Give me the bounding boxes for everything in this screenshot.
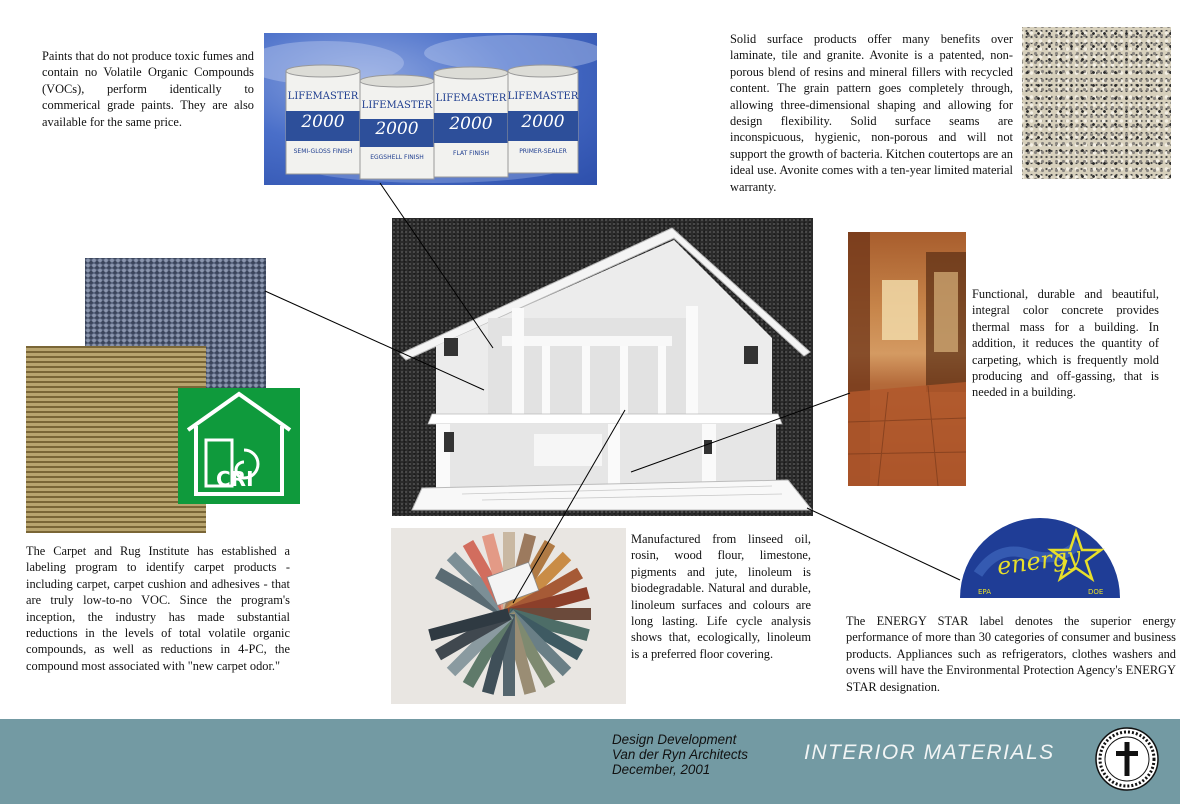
solid-surface-description: Solid surface products offer many benefits over laminate, tile and granite. Avonite is a patented, non-porous blend of resins and mineral fillers with recycled content. The grain pattern goes completely through, allowing three-dimensional shaping and allowing for design flexibility. Solid surface seams are inconspicuous, hygienic, non-porous and will not support the growth of bacteria. Kitchen coutertops are an ideal use. Avonite comes with a ten-year limited material warranty. [730,32,1013,194]
svg-text:energy: energy [995,541,1083,581]
phase-label: Design Development [612,732,737,747]
leader-paints [380,183,493,348]
svg-text:2000: 2000 [301,112,345,132]
svg-text:EGGSHELL FINISH: EGGSHELL FINISH [370,154,424,161]
svg-text:FLAT FINISH: FLAT FINISH [453,150,489,157]
leader-energy-star [807,508,960,580]
svg-text:DOE: DOE [1088,588,1104,596]
leader-linoleum [513,410,625,603]
architect-name: Van der Ryn Architects [612,747,748,762]
church-seal-logo [1094,726,1160,792]
sheet-title: INTERIOR MATERIALS [804,741,1055,764]
svg-text:LIFEMASTER: LIFEMASTER [287,91,359,102]
svg-text:SEMI-GLOSS FINISH: SEMI-GLOSS FINISH [293,148,353,155]
svg-text:2000: 2000 [449,114,493,134]
svg-text:2000: 2000 [521,112,565,132]
carpet-description: The Carpet and Rug Institute has established a labeling program to identify carpet products - including carpet, carpet cushion and adhesives - that are truly low-to-no VOC. Since the program's inception, the industry has made substantial reductions in the levels of total volatile organic compounds, as well as reductions in 4-PC, the compound most associated with "new carpet odor." [26,544,290,673]
svg-text:LIFEMASTER: LIFEMASTER [507,91,579,102]
linoleum-description: Manufactured from linseed oil, rosin, wood flour, limestone, pigments and jute, linoleum is biodegradable. Natural and durable, linoleum surfaces and colours are long lasting. Life cycle analysis shows that, ecologically, linoleum is a preferred floor covering. [631,532,811,661]
paints-description: Paints that do not produce toxic fumes and contain no Volatile Organic Compounds (VOCs), perform identically to commerical grade paints. They are also available for the same price. [42,49,254,129]
svg-text:LIFEMASTER: LIFEMASTER [435,93,507,104]
date-label: December, 2001 [612,762,711,777]
svg-text:PRIMER-SEALER: PRIMER-SEALER [519,148,567,155]
concrete-description: Functional, durable and beautiful, integral color concrete provides thermal mass for a building. In addition, it reduces the quantity of carpeting, which is frequently mold producing and off-gassing, that is needed in a building. [972,287,1159,400]
leader-carpet [265,291,484,390]
energy-star-description: The ENERGY STAR label denotes the superior energy performance of more than 30 categories of consumer and business products. Appliances such as refrigerators, clothes washers and ovens will have the Environmental Protection Agency's ENERGY STAR designation. [846,614,1176,694]
svg-text:2000: 2000 [375,119,419,139]
project-info [612,732,748,777]
svg-text:EPA: EPA [978,588,991,596]
svg-text:LIFEMASTER: LIFEMASTER [361,100,433,111]
leader-concrete [631,393,850,472]
svg-text:CRI: CRI [216,467,254,491]
